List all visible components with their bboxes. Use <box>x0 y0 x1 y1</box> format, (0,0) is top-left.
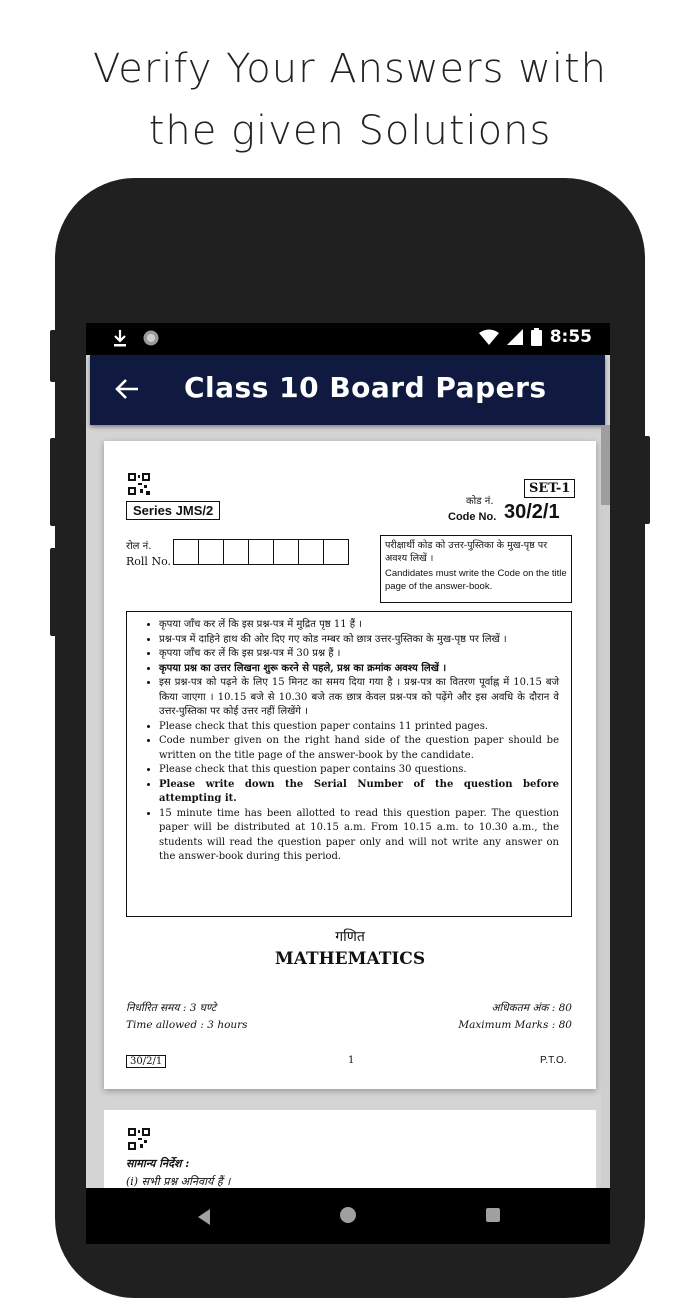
sync-dot-icon <box>142 329 160 347</box>
instruction-item: • प्रश्न-पत्र में दाहिने हाथ की ओर दिए गए कोड नम्बर को छात्र उत्तर-पुस्तिका के मुख-पृष्ठ पर लिखें । <box>159 633 559 648</box>
subject-hindi: गणित <box>335 929 365 945</box>
roll-box <box>323 539 349 565</box>
qr-code-icon <box>128 473 150 495</box>
app-bar <box>90 355 605 425</box>
candidate-note-box <box>380 535 572 603</box>
code-number: 30/2/1 <box>504 501 560 523</box>
roll-box <box>198 539 224 565</box>
roll-box <box>273 539 299 565</box>
app-title: Class 10 Board Papers <box>184 371 547 404</box>
candidate-note-hindi: परीक्षार्थी कोड को उत्तर-पुस्तिका के मुख-पृष्ठ पर अवश्य लिखें । <box>385 540 548 564</box>
instructions-box <box>126 611 572 917</box>
instruction-item: • 15 minute time has been allotted to read this question paper. The question paper will be distributed at 10.15 a.m. From 10.15 a.m. to 10.30 a.m., the students will read the question paper only and will not write any answer on the answer-book during this period. <box>159 807 559 865</box>
instruction-item: • कृपया प्रश्न का उत्तर लिखना शुरू करने से पहले, प्रश्न का क्रमांक अवश्य लिखें । <box>159 662 559 677</box>
back-arrow-icon[interactable] <box>112 372 142 406</box>
roll-label: Roll No. <box>126 555 171 568</box>
instruction-item: • Code number given on the right hand side of the question paper should be written on the title page of the answer-book by the candidate. <box>159 734 559 763</box>
phone-side-button <box>50 438 60 526</box>
general-instruction-item: (i) सभी प्रश्न अनिवार्य हैं । <box>126 1175 231 1188</box>
qr-code-icon <box>128 1128 150 1150</box>
max-marks: Maximum Marks : 80 <box>458 1019 572 1031</box>
nav-recents-icon[interactable] <box>486 1208 500 1222</box>
footer-code: 30/2/1 <box>126 1055 166 1068</box>
phone-side-button <box>50 330 60 382</box>
code-label: Code No. <box>448 511 497 523</box>
battery-icon <box>531 328 542 346</box>
phone-side-button <box>640 436 650 524</box>
time-allowed: Time allowed : 3 hours <box>126 1019 248 1031</box>
promo-headline <box>0 38 700 162</box>
series-box: Series JMS/2 <box>126 501 220 520</box>
max-marks-hindi: अधिकतम अंक : 80 <box>491 1002 572 1014</box>
roll-box <box>248 539 274 565</box>
scrollbar-thumb[interactable] <box>601 425 610 505</box>
promo-line-2: the given Solutions <box>148 108 552 154</box>
pto-label: P.T.O. <box>540 1055 567 1066</box>
instruction-item: • Please write down the Serial Number of the question before attempting it. <box>159 778 559 807</box>
navigation-bar <box>86 1188 610 1244</box>
instruction-item: • कृपया जाँच कर लें कि इस प्रश्न-पत्र में 30 प्रश्न हैं । <box>159 647 559 662</box>
time-allowed-hindi: निर्धारित समय : 3 घण्टे <box>126 1002 217 1014</box>
instruction-item: • Please check that this question paper contains 11 printed pages. <box>159 720 559 735</box>
status-bar <box>86 323 610 355</box>
instruction-item: • कृपया जाँच कर लें कि इस प्रश्न-पत्र में मुद्रित पृष्ठ 11 हैं । <box>159 618 559 633</box>
roll-box <box>298 539 324 565</box>
roll-number-boxes <box>174 539 349 565</box>
roll-box <box>173 539 199 565</box>
instruction-item: • Please check that this question paper contains 30 questions. <box>159 763 559 778</box>
signal-icon <box>507 329 523 345</box>
device-screen <box>86 323 610 1244</box>
nav-home-icon[interactable] <box>340 1207 356 1223</box>
candidate-note: Candidates must write the Code on the title page of the answer-book. <box>385 568 567 592</box>
roll-label-hindi: रोल नं. <box>126 541 152 552</box>
subject-title: MATHEMATICS <box>274 949 426 969</box>
scrollbar-track[interactable] <box>601 425 610 1205</box>
instruction-item: • इस प्रश्न-पत्र को पढ़ने के लिए 15 मिनट का समय दिया गया है । प्रश्न-पत्र का वितरण पूर्वाह्न में 10.15 बजे किया जाएगा । 10.15 बजे से 10.30 बजे तक छात्र केवल प्रश्न-पत्र को पढ़ेंगे और इस अवधि के दौरान वे उत्तर-पुस्तिका पर कोई उत्तर नहीं लिखेंगे । <box>159 676 559 720</box>
status-time: 8:55 <box>549 327 592 347</box>
set-badge: SET-1 <box>524 479 575 498</box>
nav-back-icon[interactable] <box>196 1208 212 1226</box>
download-icon <box>112 328 128 348</box>
phone-side-button <box>50 548 60 636</box>
page-number: 1 <box>348 1055 355 1066</box>
roll-box <box>223 539 249 565</box>
code-label-hindi: कोड नं. <box>466 496 494 507</box>
paper-page[interactable] <box>104 441 596 1089</box>
wifi-icon <box>479 329 499 345</box>
general-instructions-heading: सामान्य निर्देश : <box>126 1157 190 1170</box>
promo-line-1: Verify Your Answers with <box>92 46 608 92</box>
